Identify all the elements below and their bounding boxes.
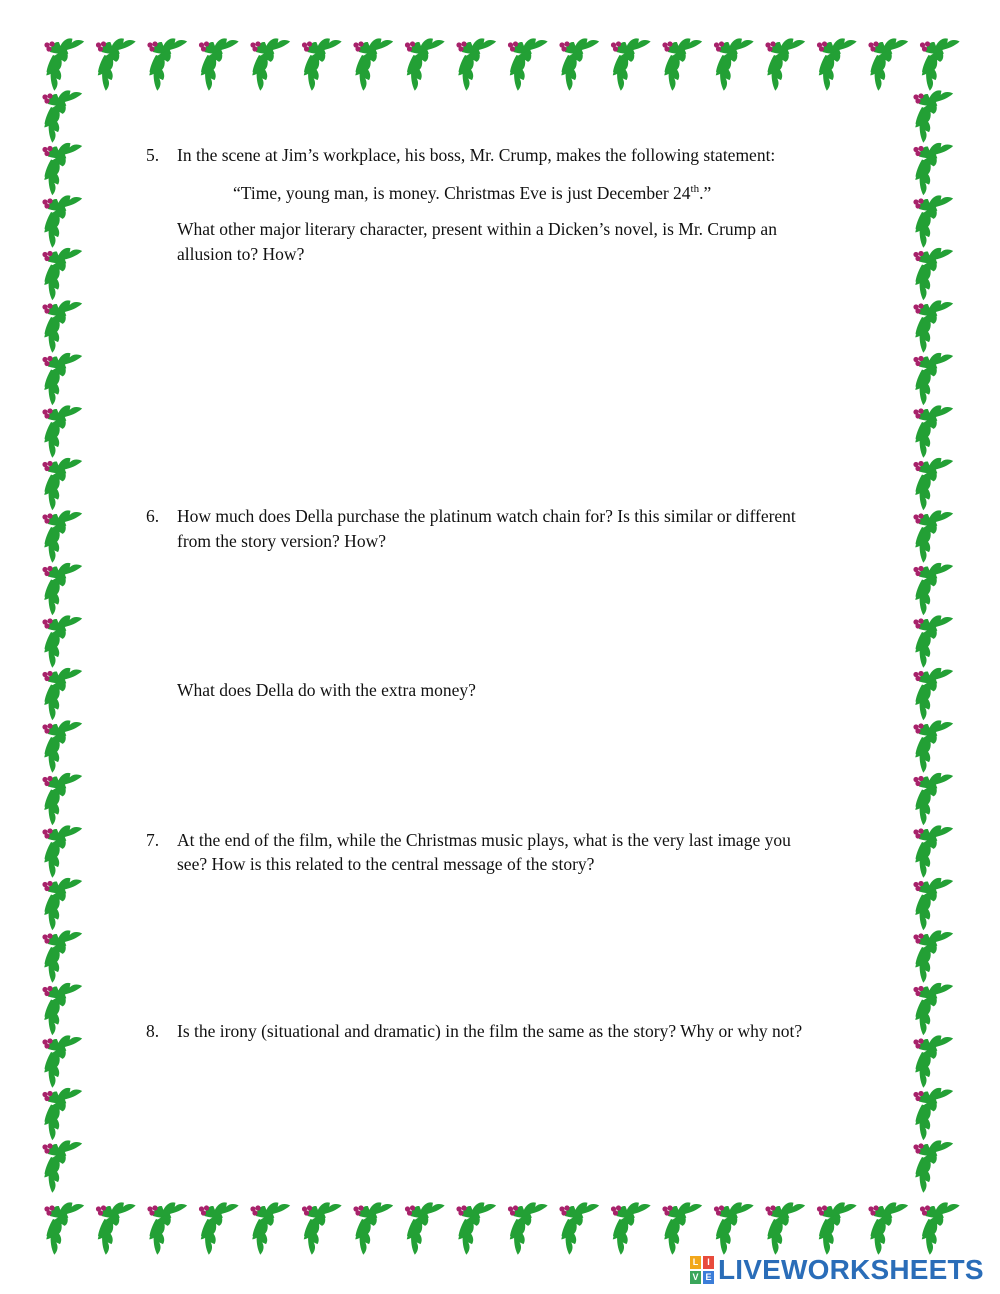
holly-sprig-icon [911,186,954,248]
holly-sprig-icon [42,1193,85,1255]
holly-sprig-icon [557,1193,600,1255]
holly-sprig-icon [454,1193,497,1255]
question-line-1: How much does Della purchase the platinum watch chain for? Is this similar or different [177,506,796,526]
logo-letter: V [690,1271,701,1284]
question-text: In the scene at Jim’s workplace, his boss, Mr. Crump, makes the following statement: [177,145,776,165]
holly-sprig-icon [40,658,83,720]
question-number: 5. [146,145,160,165]
holly-sprig-icon [248,29,291,91]
holly-sprig-icon [911,711,954,773]
holly-sprig-icon [196,1193,239,1255]
holly-sprig-icon [40,291,83,353]
holly-sprig-icon [40,133,83,195]
holly-sprig-icon [911,81,954,143]
holly-sprig-icon [911,1078,954,1140]
holly-sprig-icon [911,553,954,615]
holly-sprig-icon [40,973,83,1035]
holly-sprig-icon [351,29,394,91]
holly-sprig-icon [40,606,83,668]
holly-sprig-icon [40,238,83,300]
holly-sprig-icon [911,921,954,983]
holly-sprig-icon [145,1193,188,1255]
holly-sprig-icon [911,448,954,510]
logo-letter: I [703,1256,714,1269]
holly-sprig-icon [911,396,954,458]
holly-sprig-icon [911,238,954,300]
holly-sprig-icon [911,1131,954,1193]
question-number: 6. [146,506,160,526]
liveworksheets-logo [690,1253,984,1287]
holly-sprig-icon [40,553,83,615]
holly-sprig-icon [660,29,703,91]
holly-sprig-icon [911,973,954,1035]
question-line-1: At the end of the film, while the Christmas music plays, what is the very last image you [177,830,791,850]
holly-sprig-icon [505,1193,548,1255]
holly-sprig-icon [145,29,188,91]
holly-sprig-icon [40,1131,83,1193]
holly-sprig-icon [911,763,954,825]
holly-sprig-icon [40,501,83,563]
holly-sprig-icon [40,1026,83,1088]
holly-sprig-icon [454,29,497,91]
holly-sprig-icon [40,343,83,405]
holly-sprig-icon [42,29,85,91]
holly-sprig-icon [866,1193,909,1255]
holly-sprig-icon [402,1193,445,1255]
holly-sprig-icon [402,29,445,91]
question-line-2: from the story version? How? [177,531,386,551]
holly-sprig-icon [93,1193,136,1255]
holly-sprig-icon [40,921,83,983]
holly-sprig-icon [40,186,83,248]
holly-sprig-icon [911,816,954,878]
holly-sprig-icon [40,763,83,825]
holly-sprig-icon [814,1193,857,1255]
logo-letter: E [703,1271,714,1284]
holly-sprig-icon [248,1193,291,1255]
holly-sprig-icon [763,29,806,91]
holly-sprig-icon [299,1193,342,1255]
holly-sprig-icon [40,81,83,143]
holly-sprig-icon [660,1193,703,1255]
holly-sprig-icon [351,1193,394,1255]
holly-sprig-icon [911,291,954,353]
followup-question: What does Della do with the extra money? [177,680,476,700]
question-number: 8. [146,1021,160,1041]
holly-sprig-icon [40,816,83,878]
holly-sprig-icon [608,1193,651,1255]
question-line-2: see? How is this related to the central message of the story? [177,854,595,874]
holly-sprig-icon [866,29,909,91]
holly-sprig-icon [40,868,83,930]
question-number: 7. [146,830,160,850]
holly-sprig-icon [911,606,954,668]
quote: “Time, young man, is money. Christmas Eve is just December 24th.” [233,183,712,203]
logo-mark-icon [690,1256,714,1284]
holly-sprig-icon [40,1078,83,1140]
logo-letter: L [690,1256,701,1269]
holly-sprig-icon [911,658,954,720]
holly-sprig-icon [917,1193,960,1255]
holly-sprig-icon [557,29,600,91]
holly-sprig-icon [40,396,83,458]
holly-sprig-icon [608,29,651,91]
logo-text: LIVEWORKSHEETS [718,1254,984,1285]
holly-sprig-icon [93,29,136,91]
holly-sprig-icon [911,133,954,195]
holly-sprig-icon [763,1193,806,1255]
holly-sprig-icon [711,1193,754,1255]
holly-sprig-icon [40,448,83,510]
holly-sprig-icon [814,29,857,91]
holly-sprig-icon [911,343,954,405]
holly-sprig-icon [505,29,548,91]
holly-sprig-icon [299,29,342,91]
holly-sprig-icon [917,29,960,91]
holly-sprig-icon [911,501,954,563]
holly-sprig-icon [911,1026,954,1088]
holly-sprig-icon [911,868,954,930]
question-line-1: Is the irony (situational and dramatic) in the film the same as the story? Why or why not? [177,1021,803,1041]
holly-sprig-icon [711,29,754,91]
holly-sprig-icon [40,711,83,773]
followup-line-1: What other major literary character, present within a Dicken’s novel, is Mr. Crump an [177,219,777,239]
holly-sprig-icon [196,29,239,91]
followup-line-2: allusion to? How? [177,244,305,264]
